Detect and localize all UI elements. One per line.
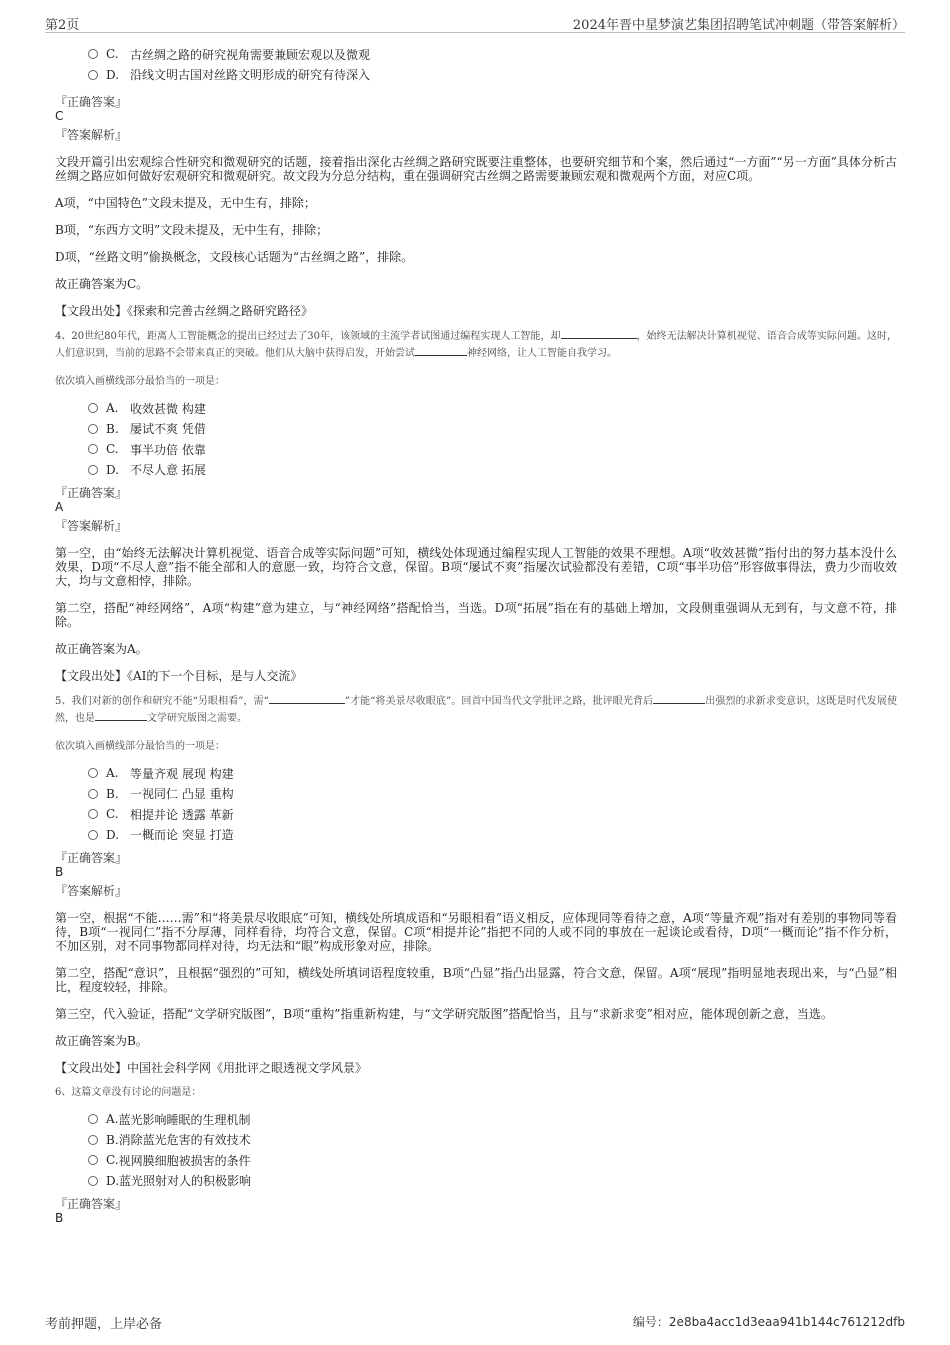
analysis-paragraph: B项，“东西方文明”文段未提及，无中生有，排除； xyxy=(55,223,329,237)
source-citation: 【文段出处】中国社会科学网《用批评之眼透视文学风景》 xyxy=(55,1061,368,1075)
footer-slogan: 考前押题，上岸必备 xyxy=(45,1317,163,1332)
radio-icon[interactable] xyxy=(88,789,98,799)
radio-icon[interactable] xyxy=(88,809,98,819)
option-b[interactable]: B. 一视同仁 凸显 重构 xyxy=(55,784,897,805)
analysis-paragraph: 第三空，代入验证，搭配“文学研究版图”，B项“重构”指重新构建，与“文学研究版图”搭配恰当，且与“求新求变”相对应，能体现创新之意，当选。 xyxy=(55,1007,833,1021)
radio-icon[interactable] xyxy=(88,830,98,840)
code-value: 2e8ba4acc1d3eaa941b144c761212dfb xyxy=(668,1315,905,1329)
question-5-options xyxy=(55,763,897,845)
radio-icon[interactable] xyxy=(88,49,98,59)
radio-icon[interactable] xyxy=(88,424,98,434)
source-citation: 【文段出处】《探索和完善古丝绸之路研究路径》 xyxy=(55,304,314,318)
radio-icon[interactable] xyxy=(88,403,98,413)
radio-icon[interactable] xyxy=(88,1135,98,1145)
option-c[interactable]: C. 相提并论 透露 革新 xyxy=(55,804,897,825)
radio-icon[interactable] xyxy=(88,1155,98,1165)
question-prompt: 依次填入画横线部分最恰当的一项是： xyxy=(55,376,225,387)
option-d[interactable]: D. 蓝光照射对人的积极影响 xyxy=(55,1171,897,1192)
option-c[interactable]: C. 事半功倍 依靠 xyxy=(55,439,897,460)
option-d[interactable]: D. 不尽人意 拓展 xyxy=(55,460,897,481)
option-d[interactable]: D. 沿线文明古国对丝路文明形成的研究有待深入 xyxy=(55,65,897,86)
analysis-paragraph: 文段开篇引出宏观综合性研究和微观研究的话题，接着指出深化古丝绸之路研究既要注重整体，也要研究细节和个案，然后通过“一方面”“另一方面”具体分析古丝绸之路应如何做好宏观研究和微观研究。故文段为分总分结构，重在强调研究古丝绸之路需要兼顾宏观和微观两个方面，对应C项。 xyxy=(55,155,897,183)
answer-value: A xyxy=(55,500,64,514)
analysis-label: 『答案解析』 xyxy=(55,128,128,142)
analysis-label: 『答案解析』 xyxy=(55,519,128,533)
analysis-paragraph: D项，“丝路文明”偷换概念，文段核心话题为“古丝绸之路”，排除。 xyxy=(55,250,414,264)
question-5-stem: 5、我们对新的创作和研究不能“另眼相看”，需“ ”才能“将美景尽收眼底”。回首中国当代文学批评之路，批评眼光背后 出强烈的求新求变意识，这既是时代发展使然，也是 文学研究版图之需要。 xyxy=(55,693,897,727)
fill-blank xyxy=(269,693,345,704)
answer-label: 『正确答案』 xyxy=(55,486,128,500)
analysis-label: 『答案解析』 xyxy=(55,884,128,898)
analysis-paragraph: 第一空，由“始终无法解决计算机视觉、语音合成等实际问题”可知，横线处体现通过编程实现人工智能的效果不理想。A项“收效甚微”指付出的努力基本没什么效果，D项“不尽人意”指不能全部和人的意愿一致，均符合文意，保留。B项“屡试不爽”指屡次试验都没有差错，C项“事半功倍”形容做事得法，费力少而收效大，均与文意相悖，排除。 xyxy=(55,546,897,588)
fill-blank xyxy=(653,693,705,704)
analysis-paragraph: 第二空，搭配“意识”，且根据“强烈的”可知，横线处所填词语程度较重，B项“凸显”指凸出显露，符合文意，保留。A项“展现”指明显地表现出来，与“凸显”相比，程度较轻，排除。 xyxy=(55,966,897,994)
radio-icon[interactable] xyxy=(88,70,98,80)
option-b[interactable]: B. 消除蓝光危害的有效技术 xyxy=(55,1130,897,1151)
radio-icon[interactable] xyxy=(88,1176,98,1186)
analysis-paragraph: 第一空，根据“不能……需”和“将美景尽收眼底”可知，横线处所填成语和“另眼相看”语义相反，应体现同等看待之意，A项“等量齐观”指对有差别的事物同等看待，B项“一视同仁”指不分厚薄，同样看待，均符合文意，保留。C项“相提并论”指把不同的人或不同的事放在一起谈论或看待，D项“一概而论”指不作分析，不加区别，对不同事物都同样对待，均无法和“眼”构成形象对应，排除。 xyxy=(55,911,897,953)
code-label: 编号： xyxy=(632,1315,669,1329)
question-6-stem: 6、这篇文章没有讨论的问题是： xyxy=(55,1087,202,1098)
question-4-options xyxy=(55,398,897,480)
analysis-paragraph: A项，“中国特色”文段未提及，无中生有，排除； xyxy=(55,196,316,210)
analysis-paragraph: 故正确答案为C。 xyxy=(55,277,149,291)
answer-value: B xyxy=(55,1211,64,1225)
page-content xyxy=(55,44,897,1225)
fill-blank xyxy=(95,710,147,721)
answer-label: 『正确答案』 xyxy=(55,851,128,865)
answer-value: C xyxy=(55,109,64,123)
fill-blank xyxy=(561,328,637,339)
option-a[interactable]: A. 蓝光影响睡眠的生理机制 xyxy=(55,1109,897,1130)
option-c[interactable]: C. 视网膜细胞被损害的条件 xyxy=(55,1150,897,1171)
option-a[interactable]: A. 收效甚微 构建 xyxy=(55,398,897,419)
question-prompt: 依次填入画横线部分最恰当的一项是： xyxy=(55,741,225,752)
radio-icon[interactable] xyxy=(88,1114,98,1124)
answer-label: 『正确答案』 xyxy=(55,95,128,109)
document-code xyxy=(633,1313,905,1330)
option-b[interactable]: B. 屡试不爽 凭借 xyxy=(55,419,897,440)
question-3-options xyxy=(55,44,897,85)
fill-blank xyxy=(415,345,467,356)
option-c[interactable]: C. 古丝绸之路的研究视角需要兼顾宏观以及微观 xyxy=(55,44,897,65)
option-d[interactable]: D. 一概而论 突显 打造 xyxy=(55,825,897,846)
answer-label: 『正确答案』 xyxy=(55,1197,128,1211)
radio-icon[interactable] xyxy=(88,465,98,475)
radio-icon[interactable] xyxy=(88,768,98,778)
question-4-stem: 4、20世纪80年代，距离人工智能概念的提出已经过去了30年，该领域的主流学者试图通过编程实现人工智能，却 ，始终无法解决计算机视觉、语音合成等实际问题。这时，人们意识到，当前的思路不会带来真正的突破。他们从大脑中获得启发，开始尝试 神经网络，让人工智能自我学习。 xyxy=(55,328,897,362)
answer-value: B xyxy=(55,865,64,879)
analysis-paragraph: 故正确答案为A。 xyxy=(55,642,148,656)
analysis-paragraph: 故正确答案为B。 xyxy=(55,1034,148,1048)
document-title: 2024年晋中星梦演艺集团招聘笔试冲刺题（带答案解析） xyxy=(572,18,905,33)
option-a[interactable]: A. 等量齐观 展现 构建 xyxy=(55,763,897,784)
analysis-paragraph: 第二空，搭配“神经网络”，A项“构建”意为建立，与“神经网络”搭配恰当，当选。D项“拓展”指在有的基础上增加，文段侧重强调从无到有，与文意不符，排除。 xyxy=(55,601,897,629)
page-number: 第2页 xyxy=(45,18,80,33)
radio-icon[interactable] xyxy=(88,444,98,454)
question-6-options xyxy=(55,1109,897,1191)
page-header xyxy=(45,12,905,33)
source-citation: 【文段出处】《AI的下一个目标，是与人交流》 xyxy=(55,669,303,683)
